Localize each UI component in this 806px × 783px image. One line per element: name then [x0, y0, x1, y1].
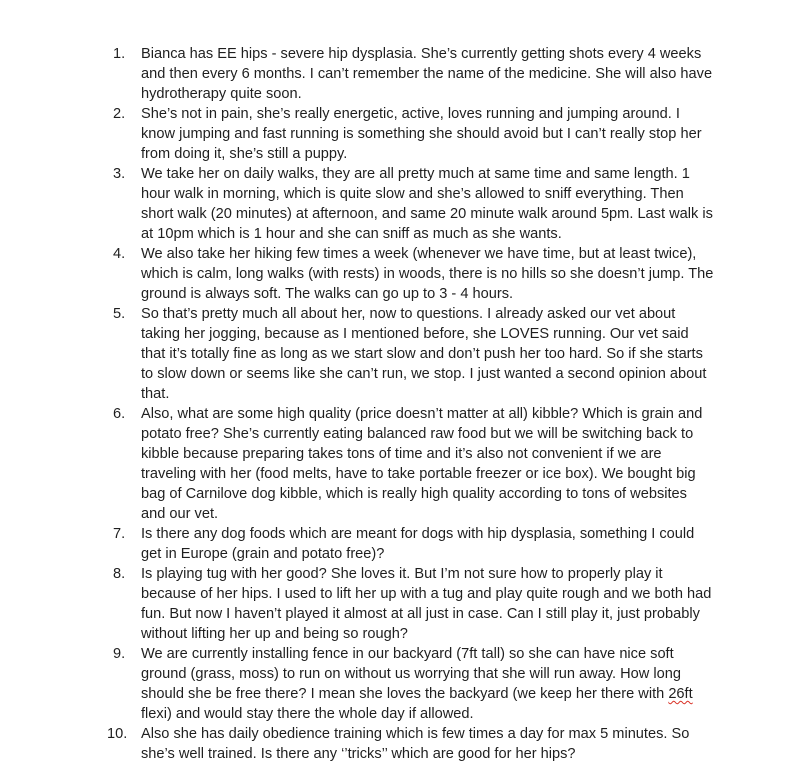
list-item-text — [141, 104, 763, 164]
text-line: at 10pm which is 1 hour and she can sniff as much as she wants. — [141, 226, 562, 242]
text-line: Bianca has EE hips - severe hip dysplasia. She’s currently getting shots every 4 weeks — [141, 46, 702, 62]
list-item-text — [141, 44, 763, 104]
spellcheck-flagged-word[interactable]: 26ft — [668, 686, 693, 702]
list-number: 7. — [113, 526, 126, 542]
list-number: 3. — [113, 166, 126, 182]
text-line: Is playing tug with her good? She loves it. But I’m not sure how to properly play it — [141, 566, 663, 582]
text-line: hydrotherapy quite soon. — [141, 86, 302, 102]
text-line: fun. But now I haven’t played it almost at all just in case. Can I still play it, just probably — [141, 606, 700, 622]
text-line: We also take her hiking few times a week (whenever we have time, but at least twice), — [141, 246, 697, 262]
text-line: get in Europe (grain and potato free)? — [141, 546, 385, 562]
text-line: know jumping and fast running is something she should avoid but I can’t really stop her — [141, 126, 702, 142]
text-line: Is there any dog foods which are meant for dogs with hip dysplasia, something I could — [141, 526, 695, 542]
list-item-text — [141, 404, 763, 524]
text-line: to slow down or seems like she can’t run, we stop. I just wanted a second opinion about — [141, 366, 707, 382]
text-line: ground is always soft. The walks can go up to 3 - 4 hours. — [141, 286, 514, 302]
text-line: and our vet. — [141, 506, 219, 522]
text-line: We take her on daily walks, they are all pretty much at same time and same length. 1 — [141, 166, 690, 182]
text-line: We are currently installing fence in our backyard (7ft tall) so she can have nice soft — [141, 646, 674, 662]
text-line: bag of Carnilove dog kibble, which is really high quality according to tons of websites — [141, 486, 687, 502]
text-line: because of her hips. I used to lift her up with a tug and play quite rough and we both had — [141, 586, 712, 602]
list-number: 5. — [113, 306, 126, 322]
text-line: hour walk in morning, which is quite slow and she’s allowed to sniff everything. Then — [141, 186, 684, 202]
text-line: She’s not in pain, she’s really energetic, active, loves running and jumping around. I — [141, 106, 680, 122]
text-line: ground (grass, moss) to run on without us worrying that she will run away. How long — [141, 666, 681, 682]
list-item-text — [141, 524, 763, 564]
list-number: 4. — [113, 246, 126, 262]
list-number: 1. — [113, 46, 126, 62]
text-line: traveling with her (food melts, have to take portable freezer or ice box). We bought big — [141, 466, 696, 482]
list-number: 8. — [113, 566, 126, 582]
list-item-text — [141, 244, 763, 304]
text-line: Also, what are some high quality (price doesn’t matter at all) kibble? Which is grain and — [141, 406, 703, 422]
list-number: 2. — [113, 106, 126, 122]
text-line: kibble because preparing takes tons of time and it’s also not convenient if we are — [141, 446, 662, 462]
list-number: 10. — [107, 726, 128, 742]
list-number: 9. — [113, 646, 126, 662]
text-line: short walk (20 minutes) at afternoon, and same 20 minute walk around 5pm. Last walk is — [141, 206, 713, 222]
list-item-text — [141, 304, 763, 404]
text-line: flexi) and would stay there the whole day if allowed. — [141, 706, 474, 722]
text-line: without lifting her up and being so rough? — [141, 626, 408, 642]
list-item-text — [141, 164, 763, 244]
text-line: Also she has daily obedience training which is few times a day for max 5 minutes. So — [141, 726, 690, 742]
text-line: that. — [141, 386, 170, 402]
text-line: So that’s pretty much all about her, now to questions. I already asked our vet about — [141, 306, 676, 322]
list-number: 6. — [113, 406, 126, 422]
text-line: should she be free there? I mean she loves the backyard (we keep her there with 26ft — [141, 686, 693, 702]
text-line: which is calm, long walks (with rests) in woods, there is no hills so she doesn’t jump. The — [141, 266, 714, 282]
text-line: and then every 6 months. I can’t remember the name of the medicine. She will also have — [141, 66, 713, 82]
list-item-text — [141, 564, 763, 644]
text-line: potato free? She’s currently eating balanced raw food but we will be switching back to — [141, 426, 694, 442]
text-line: that it’s totally fine as long as we start slow and don’t push her too hard. So if she starts — [141, 346, 703, 362]
text-line: taking her jogging, because as I mentioned before, she LOVES running. Our vet said — [141, 326, 689, 342]
list-item-text — [141, 724, 763, 764]
list-item-text — [141, 644, 763, 724]
text-line: from doing it, she’s still a puppy. — [141, 146, 348, 162]
text-line: she’s well trained. Is there any ‘’tricks’’ which are good for her hips? — [141, 746, 576, 762]
